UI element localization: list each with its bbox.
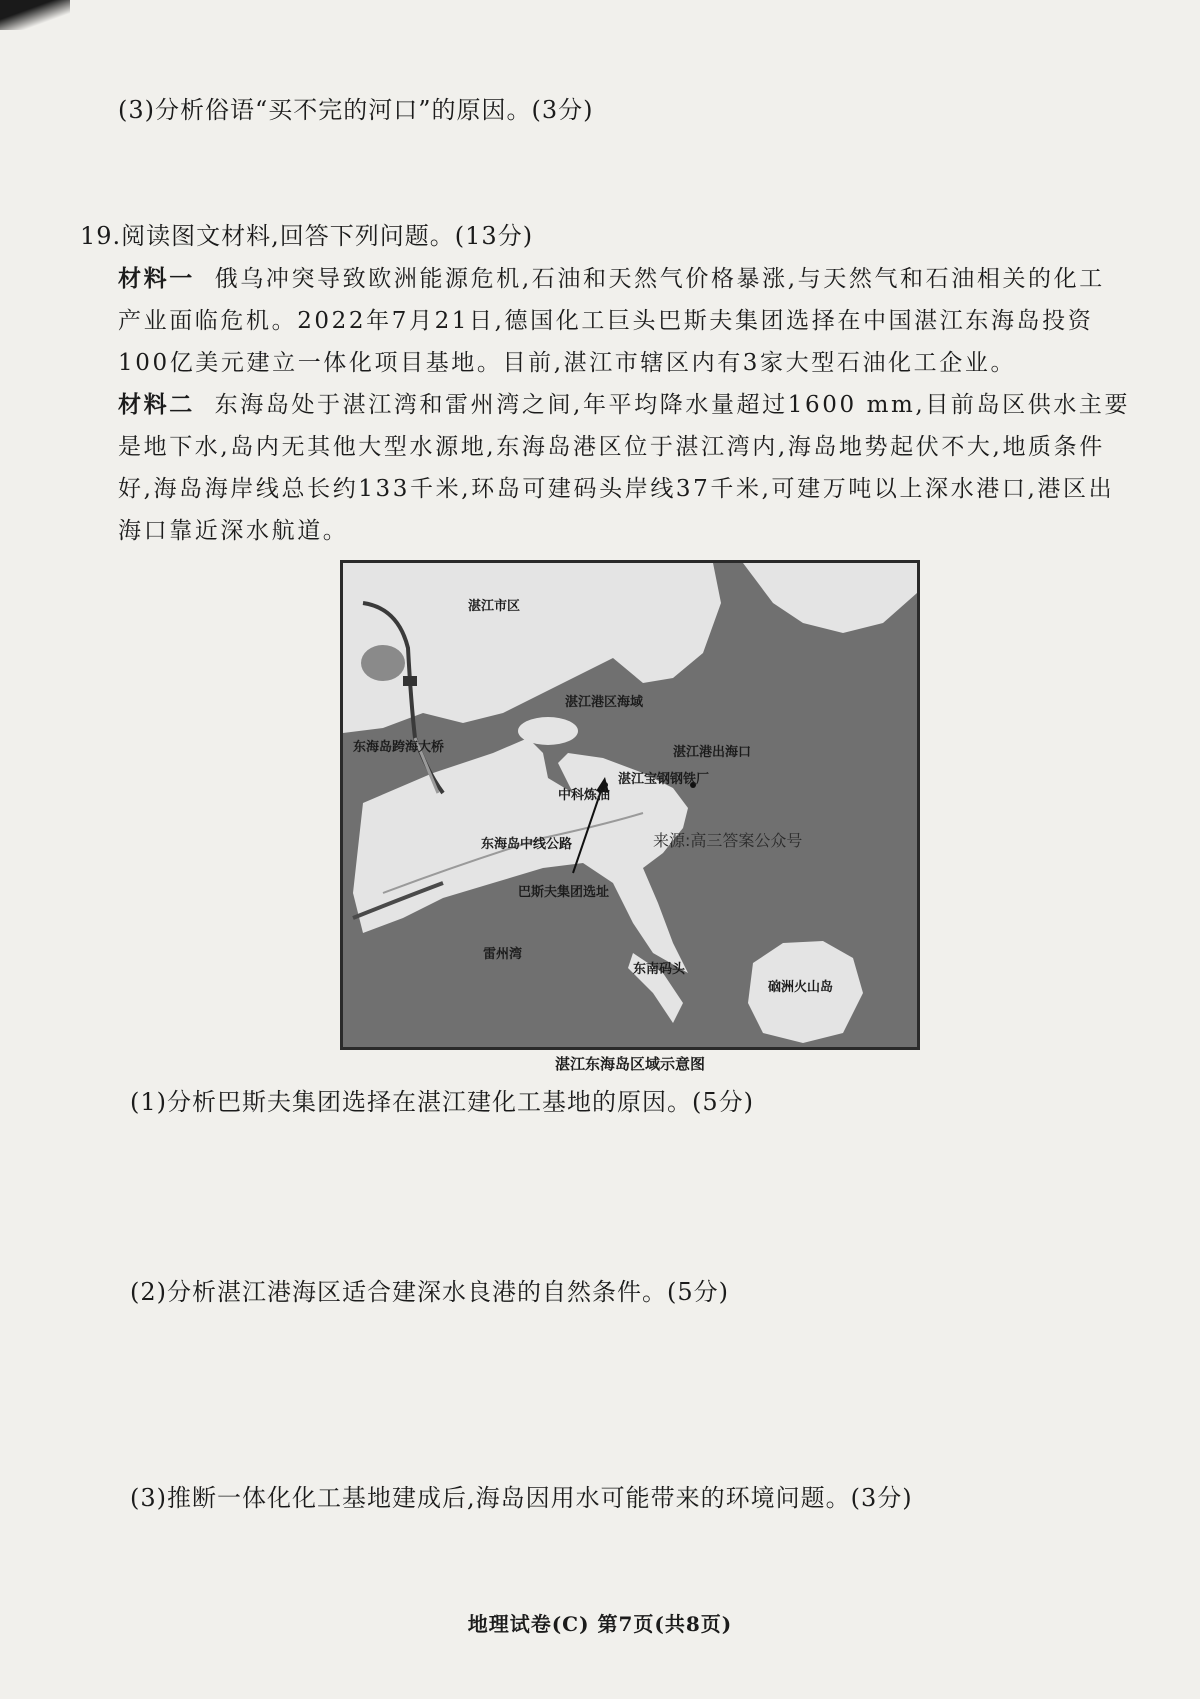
material1-line-1 (118, 260, 1105, 293)
material1-label: 材料一 (118, 265, 195, 292)
map-label-naozhou: 硇洲火山岛 (768, 980, 834, 995)
map-label-se-dock: 东南码头 (633, 962, 686, 977)
map-label-steel: 湛江宝钢钢铁厂 (618, 772, 710, 787)
map-label-refinery: 中科炼油 (558, 788, 611, 803)
q18-subquestion-3: (3)分析俗语“买不完的河口”的原因。(3分) (118, 96, 594, 124)
material2-text-1: 东海岛处于湛江湾和雷州湾之间,年平均降水量超过1600 mm,目前岛区供水主要 (214, 392, 1131, 418)
q19-subquestion-2: (2)分析湛江港海区适合建深水良港的自然条件。(5分) (130, 1278, 729, 1306)
material2-line-1 (118, 386, 1130, 419)
map-label-port-waters: 湛江港区海域 (565, 695, 644, 710)
map-label-basf-site: 巴斯夫集团选址 (518, 885, 610, 900)
map-label-port-exit: 湛江港出海口 (673, 745, 752, 760)
q19-subquestion-1: (1)分析巴斯夫集团选择在湛江建化工基地的原因。(5分) (130, 1088, 754, 1116)
map-label-leizhou-bay: 雷州湾 (483, 947, 523, 962)
map-label-road: 东海岛中线公路 (481, 837, 573, 852)
map-figure (340, 560, 920, 1050)
pond (361, 645, 405, 681)
page-footer: 地理试卷(C) 第7页(共8页) (467, 1612, 733, 1636)
material1-text-1: 俄乌冲突导致欧洲能源危机,石油和天然气价格暴涨,与天然气和石油相关的化工 (214, 266, 1105, 292)
material2-line-2: 是地下水,岛内无其他大型水源地,东海岛港区位于湛江湾内,海岛地势起伏不大,地质条件 (118, 434, 1105, 460)
material2-line-4: 海口靠近深水航道。 (118, 518, 349, 544)
q19-header: 19.阅读图文材料,回答下列问题。(13分) (80, 222, 534, 250)
material2-line-3: 好,海岛海岸线总长约133千米,环岛可建码头岸线37千米,可建万吨以上深水港口,港区出 (118, 476, 1115, 502)
material2-label: 材料二 (118, 391, 195, 418)
material1-line-3: 100亿美元建立一体化项目基地。目前,湛江市辖区内有3家大型石油化工企业。 (118, 350, 1017, 376)
map-caption: 湛江东海岛区域示意图 (554, 1055, 705, 1073)
map-source-note: 来源:高三答案公众号 (653, 831, 803, 850)
q19-subquestion-3: (3)推断一体化化工基地建成后,海岛因用水可能带来的环境问题。(3分) (130, 1484, 913, 1512)
map-drawing (343, 563, 917, 1047)
map-label-bridge: 东海岛跨海大桥 (353, 740, 445, 755)
highway-badge (403, 676, 417, 686)
map-label-city: 湛江市区 (468, 599, 521, 614)
material1-line-2: 产业面临危机。2022年7月21日,德国化工巨头巴斯夫集团选择在中国湛江东海岛投资 (118, 308, 1094, 334)
scan-corner-shadow (0, 0, 70, 30)
